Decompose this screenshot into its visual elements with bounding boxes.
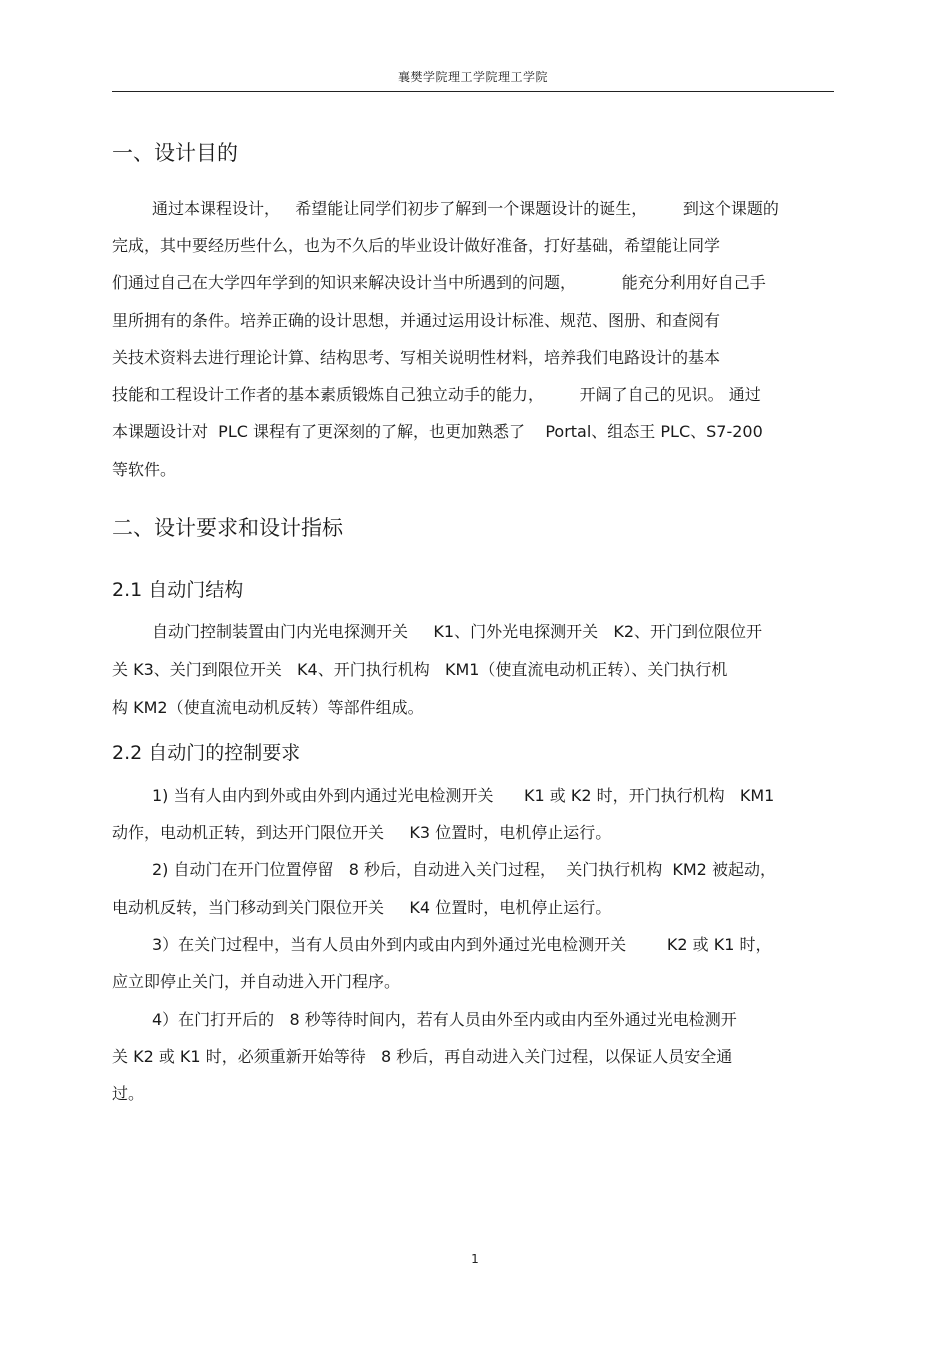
requirement-line: 应立即停止关门，并自动进入开门程序。	[112, 972, 401, 991]
requirement-line: 动作，电动机正转，到达开门限位开关 K3 位置时，电机停止运行。	[112, 823, 612, 842]
paragraph-line: 们通过自己在大学四年学到的知识来解决设计当中所遇到的问题， 能充分利用好自己手	[112, 273, 766, 292]
page-header: 襄樊学院理工学院理工学院	[397, 70, 548, 84]
section-heading-design-purpose: 一、设计目的	[112, 141, 238, 165]
paragraph-line: 等软件。	[112, 460, 177, 479]
subsection-heading-control-requirements: 2.2 自动门的控制要求	[112, 742, 301, 764]
requirement-line: 关 K2 或 K1 时，必须重新开始等待 8 秒后，再自动进入关门过程，以保证人员安全通	[112, 1047, 733, 1066]
subsection-heading-door-structure: 2.1 自动门结构	[112, 579, 244, 601]
requirement-line: 2) 自动门在开门位置停留 8 秒后，自动进入关门过程， 关门执行机构 KM2 被起动，	[152, 860, 776, 879]
paragraph-line: 通过本课程设计， 希望能让同学们初步了解到一个课题设计的诞生， 到这个课题的	[152, 199, 779, 218]
requirement-line: 4）在门打开后的 8 秒等待时间内，若有人员由外至内或由内至外通过光电检测开	[152, 1010, 737, 1029]
requirement-line: 过。	[112, 1084, 145, 1103]
paragraph-line: 关 K3、关门到限位开关 K4、开门执行机构 KM1（使直流电动机正转）、关门执行机	[112, 660, 728, 679]
paragraph-line: 里所拥有的条件。培养正确的设计思想，并通过运用设计标准、规范、图册、和查阅有	[112, 311, 721, 330]
requirement-line: 1) 当有人由内到外或由外到内通过光电检测开关 K1 或 K2 时，开门执行机构 KM1	[152, 786, 775, 805]
requirement-line: 电动机反转，当门移动到关门限位开关 K4 位置时，电机停止运行。	[112, 898, 612, 917]
header-divider	[112, 91, 834, 92]
paragraph-line: 自动门控制装置由门内光电探测开关 K1、门外光电探测开关 K2、开门到位限位开	[152, 622, 763, 641]
section-heading-design-requirements: 二、设计要求和设计指标	[112, 516, 343, 540]
paragraph-line: 完成，其中要经历些什么，也为不久后的毕业设计做好准备，打好基础，希望能让同学	[112, 236, 721, 255]
paragraph-line: 本课题设计对 PLC 课程有了更深刻的了解，也更加熟悉了 Portal、组态王 PLC、S7-200	[112, 422, 763, 441]
requirement-line: 3）在关门过程中，当有人员由外到内或由内到外通过光电检测开关 K2 或 K1 时，	[152, 935, 772, 954]
paragraph-line: 关技术资料去进行理论计算、结构思考、写相关说明性材料，培养我们电路设计的基本	[112, 348, 721, 367]
paragraph-line: 技能和工程设计工作者的基本素质锻炼自己独立动手的能力， 开阔了自己的见识。 通过	[112, 385, 761, 404]
paragraph-line: 构 KM2（使直流电动机反转）等部件组成。	[112, 698, 424, 717]
page-number: 1	[471, 1252, 479, 1266]
